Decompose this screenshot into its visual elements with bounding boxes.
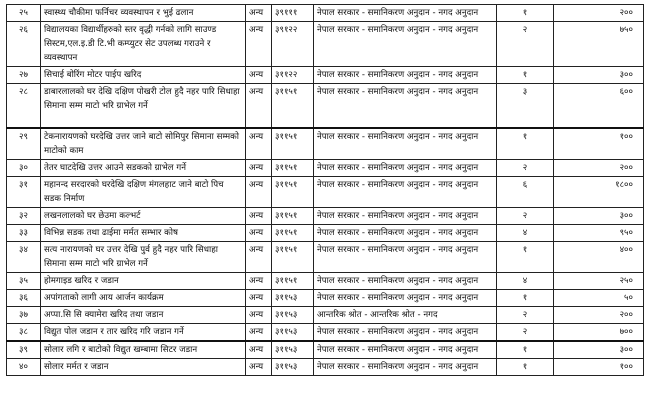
amount-cell: २००	[554, 306, 644, 323]
table-row	[7, 289, 644, 306]
table-row	[7, 224, 644, 241]
table-row	[7, 128, 644, 160]
type-cell: अन्य	[246, 159, 272, 176]
budget-code-cell: ३११५३	[272, 341, 314, 359]
amount-cell: ९५०	[554, 224, 644, 241]
description-cell: विभिन्न सडक तथा ढाईमा मर्मत सम्भार कोष	[41, 224, 246, 241]
serial-number-cell: ३०	[7, 159, 41, 176]
quantity-cell: १	[497, 241, 554, 272]
serial-number-cell: २६	[7, 22, 41, 67]
table-row	[7, 358, 644, 375]
budget-code-cell: ३११५३	[272, 306, 314, 323]
description-cell: अपांगताको लागी आय आर्जन कार्यक्रम	[41, 289, 246, 306]
funding-source-cell: नेपाल सरकार - समानिकरण अनुदान - नगद अनुदान	[314, 84, 497, 128]
type-cell: अन्य	[246, 358, 272, 375]
funding-source-cell: नेपाल सरकार - समानिकरण अनुदान - नगद अनुदान	[314, 176, 497, 207]
funding-source-cell: आन्तरिक श्रोत - आन्तरिक श्रोत - नगद	[314, 306, 497, 323]
description-cell: होमगाइड खरिद र जडान	[41, 272, 246, 289]
table-row	[7, 159, 644, 176]
type-cell: अन्य	[246, 323, 272, 341]
funding-source-cell: नेपाल सरकार - समानिकरण अनुदान - नगद अनुदान	[314, 358, 497, 375]
funding-source-cell: नेपाल सरकार - समानिकरण अनुदान - नगद अनुदान	[314, 323, 497, 341]
budget-code-cell: ३९१२२	[272, 22, 314, 67]
serial-number-cell: ३३	[7, 224, 41, 241]
amount-cell: ३००	[554, 341, 644, 359]
funding-source-cell: नेपाल सरकार - समानिकरण अनुदान - नगद अनुदान	[314, 5, 497, 22]
funding-source-cell: नेपाल सरकार - समानिकरण अनुदान - नगद अनुदान	[314, 128, 497, 160]
quantity-cell: १	[497, 67, 554, 84]
funding-source-cell: नेपाल सरकार - समानिकरण अनुदान - नगद अनुदान	[314, 241, 497, 272]
budget-code-cell: ३११५१	[272, 159, 314, 176]
quantity-cell: ४	[497, 224, 554, 241]
budget-code-cell: ३११५३	[272, 323, 314, 341]
type-cell: अन्य	[246, 22, 272, 67]
description-cell: लखनलालको घर छेउमा कल्भर्ट	[41, 207, 246, 224]
table-body	[7, 5, 644, 376]
type-cell: अन्य	[246, 67, 272, 84]
table-row	[7, 323, 644, 341]
funding-source-cell: नेपाल सरकार - समानिकरण अनुदान - नगद अनुदान	[314, 272, 497, 289]
table-row	[7, 241, 644, 272]
description-cell: विद्यालयका विद्यार्थीहरुको स्तर वृद्धी गर्नको लागि साउण्ड सिस्टम,एल.इ.डी टि.भी कम्प्युटर सेट उपलब्ध गराउने र व्यवस्थापन	[41, 22, 246, 67]
serial-number-cell: २५	[7, 5, 41, 22]
quantity-cell: १	[497, 128, 554, 160]
description-cell: सत्य नारायणको घर उत्तर देखि पुर्व हुदै नहर पारि सिधाहा सिमाना सम्म माटो भरि ग्राभेल गर्ने	[41, 241, 246, 272]
amount-cell: १८००	[554, 176, 644, 207]
description-cell: विद्युत पोल जडान र तार खरिद गरि जडान गर्ने	[41, 323, 246, 341]
type-cell: अन्य	[246, 341, 272, 359]
amount-cell: ५०	[554, 289, 644, 306]
amount-cell: ७००	[554, 323, 644, 341]
amount-cell: ४००	[554, 241, 644, 272]
serial-number-cell: ३५	[7, 272, 41, 289]
type-cell: अन्य	[246, 84, 272, 128]
quantity-cell: २	[497, 323, 554, 341]
quantity-cell: २	[497, 22, 554, 67]
quantity-cell: ३	[497, 84, 554, 128]
quantity-cell: १	[497, 289, 554, 306]
table-row	[7, 272, 644, 289]
funding-source-cell: नेपाल सरकार - समानिकरण अनुदान - नगद अनुदान	[314, 207, 497, 224]
budget-code-cell: ३११५१	[272, 241, 314, 272]
budget-code-cell: ३११५१	[272, 207, 314, 224]
amount-cell: २५०	[554, 272, 644, 289]
type-cell: अन्य	[246, 306, 272, 323]
budget-code-cell: ३११५१	[272, 128, 314, 160]
funding-source-cell: नेपाल सरकार - समानिकरण अनुदान - नगद अनुदान	[314, 22, 497, 67]
funding-source-cell: नेपाल सरकार - समानिकरण अनुदान - नगद अनुदान	[314, 289, 497, 306]
type-cell: अन्य	[246, 5, 272, 22]
amount-cell: २००	[554, 159, 644, 176]
type-cell: अन्य	[246, 224, 272, 241]
serial-number-cell: ३७	[7, 306, 41, 323]
description-cell: डाबारलालको घर देखि दक्षिण पोखरी टोल हुदै नहर पारि सिधाहा सिमाना सम्म माटो भरि ग्राभेल गर्ने	[41, 84, 246, 128]
amount-cell: ७५०	[554, 22, 644, 67]
budget-code-cell: ३११५१	[272, 224, 314, 241]
type-cell: अन्य	[246, 207, 272, 224]
quantity-cell: १	[497, 358, 554, 375]
funding-source-cell: नेपाल सरकार - समानिकरण अनुदान - नगद अनुदान	[314, 224, 497, 241]
table-row	[7, 306, 644, 323]
funding-source-cell: नेपाल सरकार - समानिकरण अनुदान - नगद अनुदान	[314, 341, 497, 359]
serial-number-cell: २७	[7, 67, 41, 84]
description-cell: स्वास्थ्य चौकीमा फर्निचर व्यवस्थापन र भुई ढलान	[41, 5, 246, 22]
quantity-cell: २	[497, 159, 554, 176]
amount-cell: २००	[554, 5, 644, 22]
amount-cell: ६००	[554, 84, 644, 128]
table-row	[7, 67, 644, 84]
description-cell: अप्पा.सि सि क्यामेरा खरिद तथा जडान	[41, 306, 246, 323]
type-cell: अन्य	[246, 241, 272, 272]
type-cell: अन्य	[246, 128, 272, 160]
description-cell: तेतर घाटदेखि उत्तर आउने सडकको ग्राभेल गर्ने	[41, 159, 246, 176]
funding-source-cell: नेपाल सरकार - समानिकरण अनुदान - नगद अनुदान	[314, 67, 497, 84]
funding-source-cell: नेपाल सरकार - समानिकरण अनुदान - नगद अनुदान	[314, 159, 497, 176]
budget-code-cell: ३११५१	[272, 272, 314, 289]
serial-number-cell: ३१	[7, 176, 41, 207]
budget-code-cell: ३११५१	[272, 176, 314, 207]
table-row	[7, 176, 644, 207]
quantity-cell: १	[497, 5, 554, 22]
description-cell: सोलार मर्मत र जडान	[41, 358, 246, 375]
table-row	[7, 207, 644, 224]
serial-number-cell: ४०	[7, 358, 41, 375]
budget-code-cell: ३११५१	[272, 84, 314, 128]
type-cell: अन्य	[246, 289, 272, 306]
amount-cell: ३००	[554, 67, 644, 84]
table-row	[7, 22, 644, 67]
budget-code-cell: ३११२२	[272, 67, 314, 84]
serial-number-cell: ३६	[7, 289, 41, 306]
serial-number-cell: ३९	[7, 341, 41, 359]
serial-number-cell: ३४	[7, 241, 41, 272]
serial-number-cell: ३८	[7, 323, 41, 341]
table-row	[7, 84, 644, 128]
type-cell: अन्य	[246, 272, 272, 289]
type-cell: अन्य	[246, 176, 272, 207]
amount-cell: ३००	[554, 207, 644, 224]
quantity-cell: ६	[497, 176, 554, 207]
amount-cell: १००	[554, 358, 644, 375]
quantity-cell: १	[497, 341, 554, 359]
quantity-cell: २	[497, 207, 554, 224]
table-row	[7, 5, 644, 22]
budget-table	[6, 4, 644, 376]
budget-code-cell: ३९१११	[272, 5, 314, 22]
serial-number-cell: ३२	[7, 207, 41, 224]
description-cell: सिचाई बोरिंग मोटर पाईप खरिद	[41, 67, 246, 84]
description-cell: टेकनारायणको घरदेखि उत्तर जाने बाटो सोमिपुर सिमाना सम्मको माटोको काम	[41, 128, 246, 160]
serial-number-cell: २८	[7, 84, 41, 128]
serial-number-cell: २९	[7, 128, 41, 160]
description-cell: महानन्द सरदारको घरदेखि दक्षिण मंगलहाट जाने बाटो पिच सडक निर्माण	[41, 176, 246, 207]
table-row	[7, 341, 644, 359]
budget-code-cell: ३११५३	[272, 358, 314, 375]
description-cell: सोलार लगि र बाटोको विद्युत खम्बामा सिटर जडान	[41, 341, 246, 359]
amount-cell: १००	[554, 128, 644, 160]
quantity-cell: २	[497, 306, 554, 323]
quantity-cell: ४	[497, 272, 554, 289]
budget-code-cell: ३११५३	[272, 289, 314, 306]
